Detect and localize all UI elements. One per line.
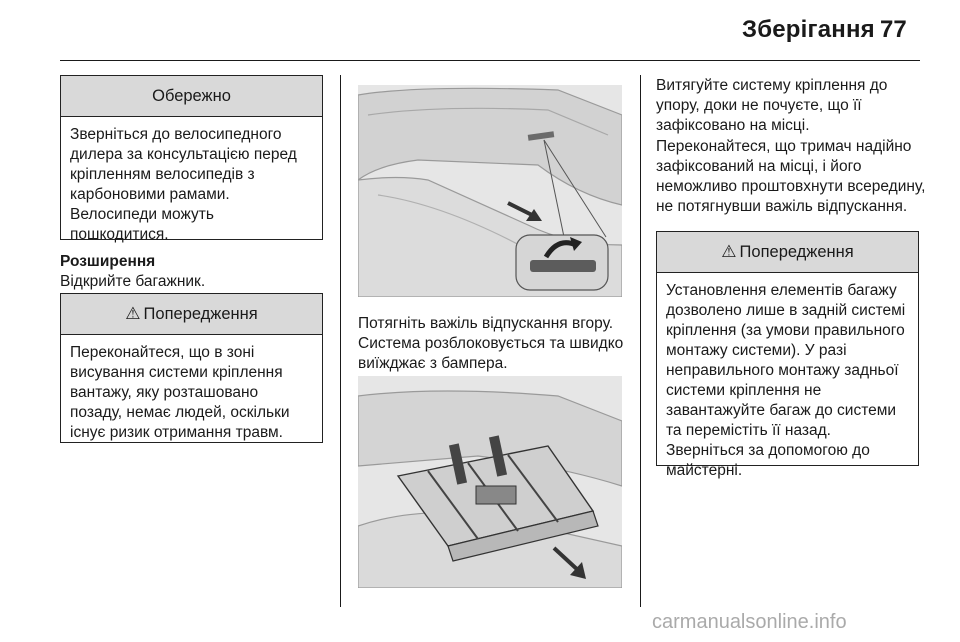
warning-box-2: [656, 231, 919, 479]
figure-caption: Потягніть важіль відпускання вгору. Система розблоковується та швидко виїжджає з бампера.: [358, 315, 624, 372]
warning-header-1: [61, 294, 322, 335]
column-divider-left: [340, 75, 341, 607]
caution-title: Обережно: [61, 76, 322, 117]
figure-release-lever: [358, 85, 622, 297]
warning-header-2: [657, 232, 918, 273]
page-title: Зберігання: [742, 16, 875, 43]
section-title: Розширення: [60, 253, 156, 270]
warning-title-1: Попередження: [143, 305, 258, 323]
section-instruction: Відкрийте багажник.: [60, 273, 206, 290]
warning-title-2: Попередження: [739, 243, 854, 261]
figure-carrier-extended: [358, 376, 622, 588]
page-number: 77: [880, 16, 907, 43]
header-divider: [60, 60, 920, 61]
column-divider-right: [640, 75, 641, 607]
instruction-paragraph-2: Переконайтеся, що тримач надійно зафіксований на місці, і його неможливо проштовхнути всередину, не потягнувши важіль відпускання.: [656, 138, 926, 215]
warning-triangle-icon: ⚠: [125, 304, 141, 323]
instruction-paragraph-1: Витягуйте систему кріплення до упору, доки не почуєте, що її зафіксовано на місці.: [656, 77, 888, 134]
watermark: carmanualsonline.info: [652, 611, 847, 633]
caution-text: Зверніться до велосипедного дилера за консультацією перед кріпленням велосипедів з карбоновими рамами. Велосипеди можуть пошкодитися.: [70, 126, 297, 243]
section-heading: [60, 252, 330, 292]
warning-triangle-icon: ⚠: [721, 242, 737, 261]
warning-text-1: Переконайтеся, що в зоні висування системи кріплення вантажу, яку розташовано позаду, немає людей, оскільки існує ризик отримання травм.: [70, 344, 290, 441]
warning-box-1: [60, 293, 323, 443]
caution-box: [60, 75, 323, 243]
warning-text-2: Установлення елементів багажу дозволено лише в задній системі кріплення (за умови правильного монтажу системи). У разі неправильного монтажу задньої системи кріплення не завантажуйте багаж до системи та перемістіть її назад. Зверніться за допомогою до майстерні.: [666, 282, 906, 479]
